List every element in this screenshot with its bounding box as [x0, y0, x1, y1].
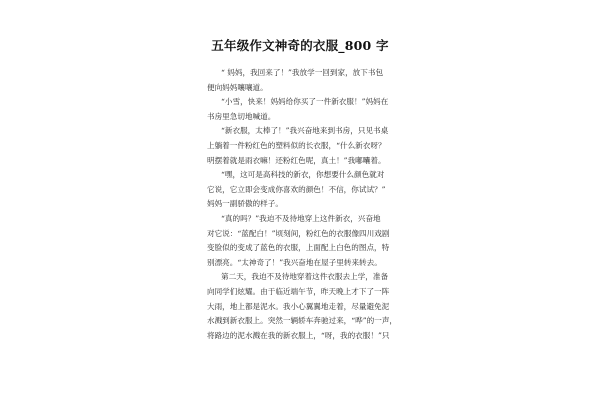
text-line: 变脸似的变成了蓝色的衣服，上面配上白色的图点，特 — [207, 243, 390, 253]
text-line: “新衣服，太棒了！”我兴奋地来到书房，只见书桌 — [221, 126, 389, 136]
text-line: 将路边的泥水溅在我的新衣服上，“呀，我的衣服！”只 — [207, 330, 390, 340]
text-line: “小雪，快来！妈妈给你买了一件新衣服！”妈妈在 — [221, 97, 389, 107]
document-title: 五年级作文神奇的衣服_800 字 — [211, 38, 389, 53]
text-line: “真的吗？”我迫不及待地穿上这件新衣，兴奋地 — [221, 213, 381, 223]
text-line: 书房里急切地喊道。 — [207, 111, 276, 121]
text-line: “ 妈妈，我回来了！”我放学一回到家，放下书包 — [221, 68, 384, 77]
text-line: 别漂亮。“太神奇了！”我兴奋地在屋子里转来转去。 — [207, 257, 382, 267]
text-line: 第二天，我迫不及待地穿着这件衣服去上学，准备 — [221, 272, 389, 282]
text-line: 妈妈一副骄傲的样子。 — [207, 199, 283, 209]
text-line: 便向妈妈嚷嚷道。 — [207, 82, 268, 92]
text-line: 明摆着就是雨衣嘛！还粉红色呢，真土！”我嘟囔着。 — [207, 155, 386, 165]
text-line: 它说，它立即会变成你喜欢的颜色！不信，你试试？” — [207, 184, 386, 194]
text-line: 水溅到新衣服上。突然一辆轿车奔驰过来，“哗”的一声， — [207, 316, 397, 326]
text-line: “嘿，这可是高科技的新衣，你想要什么颜色就对 — [221, 170, 385, 180]
document-body — [207, 66, 397, 343]
text-line: 向同学们炫耀。由于临近端午节，昨天晚上才下了一阵 — [207, 286, 390, 296]
text-line: 大雨，地上都是泥水。我小心翼翼地走着，尽量避免泥 — [207, 301, 390, 311]
text-line: 上躺着一件粉红色的塑料似的长衣服，“什么新衣呀？ — [207, 140, 386, 150]
text-line: 对它说：“蓝配白！”顷刻间，粉红色的衣服像四川戏剧 — [207, 228, 390, 238]
